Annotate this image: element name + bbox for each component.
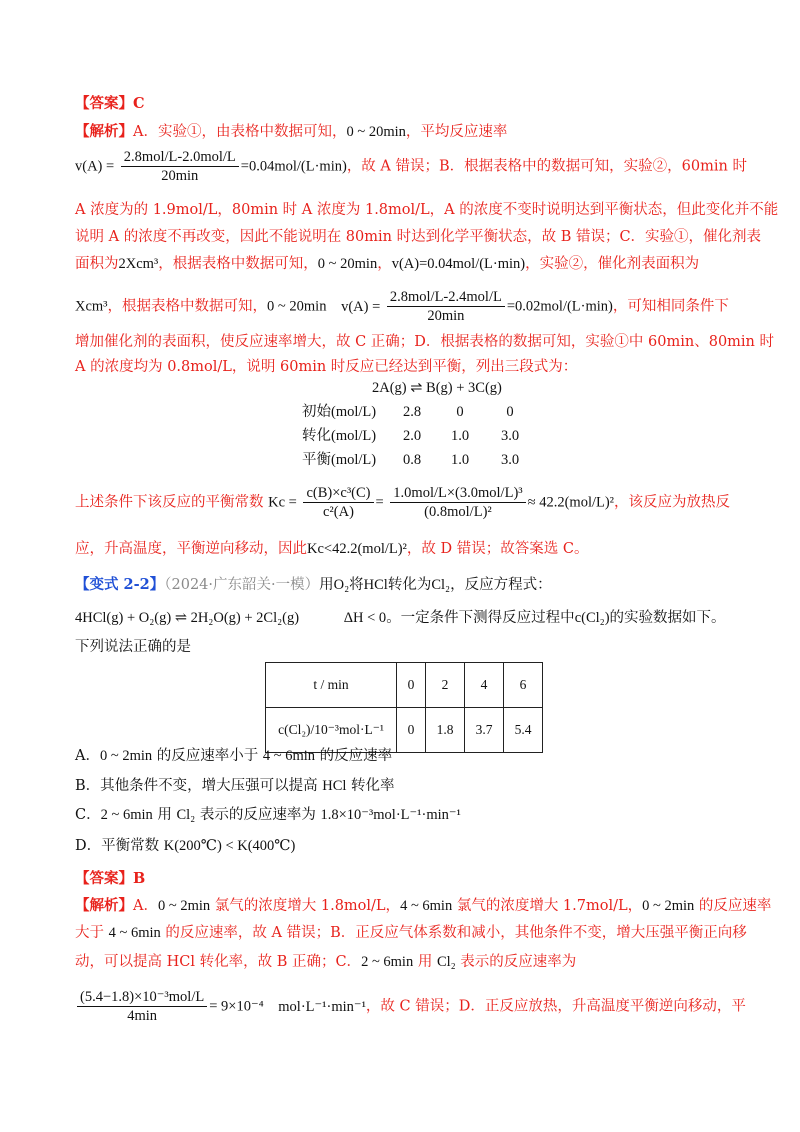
rate-fraction-1: $\frac{\text{2.8mol/L-2.0mol/L}}{20\min}$ (121, 148, 239, 185)
kc-line-1: 上述条件下该反应的平衡常数 Kc = $\frac{\text{c(B)×c³(C)}}{\text{c²(A)}}$ = $\frac{\text{1.0mol/L×(3.0mol/L)³}}{\text{(0.8mol/L)²}}$ ≈ 42.2(mol/L)²，该反应为放热反 (75, 485, 731, 520)
rate-fraction-2: $\frac{\text{2.8mol/L-2.4mol/L}}{20\min}$ (387, 288, 505, 325)
analysis2-line-1: 【解析】A．0 ~ 2min 氯气的浓度增大 1.8mol/L，4 ~ 6min 氯气的浓度增大 1.7mol/L，0 ~ 2min 的反应速率 (75, 897, 772, 914)
answer-label: 【答案】 (75, 95, 133, 112)
analysis-line-7: 增加催化剂的表面积，使反应速率增大，故 C 正确；D．根据表格的数据可知，实验①中 60min、80min 时 (75, 334, 775, 350)
data-table (265, 662, 543, 753)
three-stage-row-initial: 初始(mol/L) 2.8 0 0 (302, 404, 514, 420)
three-stage-row-change: 转化(mol/L) 2.0 1.0 3.0 (302, 428, 520, 444)
analysis-line-8: A 的浓度均为 0.8mol/L，说明 60min 时反应已经达到平衡，列出三段式为： (75, 359, 578, 375)
variant-equation-line: 4HCl(g) + O₂(g) ⇌ 2H₂O(g) + 2Cl₂(g) ΔH < 0。一定条件下测得反应过程中c(Cl₂)的实验数据如下。 (75, 610, 726, 626)
option-a: A．0 ~ 2min 的反应速率小于 4 ~ 6min 的反应速率 (75, 748, 393, 764)
kc-fraction-2: $\frac{\text{1.0mol/L×(3.0mol/L)³}}{\text{(0.8mol/L)²}}$ (390, 484, 525, 521)
reaction-equation: 4HCl(g) + O₂(g) ⇌ 2H₂O(g) + 2Cl₂(g) (75, 610, 300, 626)
option-c: C．2 ~ 6min 用 Cl₂ 表示的反应速率为 1.8×10⁻³mol·L⁻¹·min⁻¹ (75, 807, 461, 823)
rate-fraction-3: $\frac{\text{(5.4−1.8)×10⁻³mol/L}}{4\min}$ (77, 988, 207, 1025)
answer-value: C (133, 95, 145, 112)
analysis2-line-3: 动，可以提高 HCl 转化率，故 B 正确；C．2 ~ 6min 用 Cl₂ 表示的反应速率为 (75, 954, 577, 970)
three-stage-equation: 2A(g) ⇌ B(g) + 3C(g) (372, 380, 502, 396)
answer-line-1 (75, 93, 145, 115)
analysis-line-3: A 浓度为的 1.9mol/L，80min 时 A 浓度为 1.8mol/L，A 的浓度不变时说明达到平衡状态，但此变化并不能 (75, 202, 779, 218)
variant-source: （2024·广东韶关·一模） (164, 577, 320, 593)
analysis2-line-2: 大于 4 ~ 6min 的反应速率，故 A 错误；B．正反应气体系数和减小，其他条件不变，增大压强平衡正向移 (75, 925, 747, 941)
option-b: B．其他条件不变，增大压强可以提高 HCl 转化率 (75, 778, 395, 794)
three-stage-row-equilibrium: 平衡(mol/L) 0.8 1.0 3.0 (302, 452, 520, 468)
kc-line-2: 应，升高温度，平衡逆向移动，因此Kc<42.2(mol/L)²，故 D 错误；故答案选 C。 (75, 541, 589, 557)
variant-question: 下列说法正确的是 (75, 639, 191, 655)
analysis2-line-4: $\frac{\text{(5.4−1.8)×10⁻³mol/L}}{4\min}$ = 9×10⁻⁴ mol·L⁻¹·min⁻¹，故 C 错误；D．正反应放热，升高温度平衡逆向移动，平 (75, 988, 746, 1025)
kc-fraction-1: $\frac{\text{c(B)×c³(C)}}{\text{c²(A)}}$ (303, 484, 373, 521)
analysis-label: 【解析】 (75, 123, 133, 140)
variant-title: 【变式 2-2】（2024·广东韶关·一模）用O₂将HCl转化为Cl₂，反应方程式： (75, 576, 552, 593)
table-row: c(Cl₂)/10⁻³mol·L⁻¹ 0 1.8 3.7 5.4 (266, 708, 543, 753)
analysis-line-2: v(A) = $\frac{\text{2.8mol/L-2.0mol/L}}{20\min}$ =0.04mol/(L·min)，故 A 错误；B．根据表格中的数据可知，实验②，60min 时 (75, 149, 747, 184)
analysis-line-1: 【解析】A．实验①，由表格中数据可知，0 ~ 20min，平均反应速率 (75, 123, 508, 140)
analysis-line-4: 说明 A 的浓度不再改变，因此不能说明在 80min 时达到化学平衡状态，故 B 错误；C．实验①，催化剂表 (75, 229, 762, 245)
table-header-row: t / min 0 2 4 6 (266, 663, 543, 708)
option-d: D．平衡常数 K(200℃) < K(400℃) (75, 838, 296, 854)
analysis-line-5: 面积为2Xcm³，根据表格中数据可知，0 ~ 20min，v(A)=0.04mol/(L·min)，实验②，催化剂表面积为 (75, 256, 700, 272)
analysis-line-6: Xcm³，根据表格中数据可知，0 ~ 20min v(A) = $\frac{\text{2.8mol/L-2.4mol/L}}{20\min}$ =0.02mol/(L·min)，可知相同条件下 (75, 289, 729, 324)
answer-line-2: 【答案】B (75, 870, 146, 887)
variant-tag: 【变式 2-2】 (75, 576, 165, 593)
